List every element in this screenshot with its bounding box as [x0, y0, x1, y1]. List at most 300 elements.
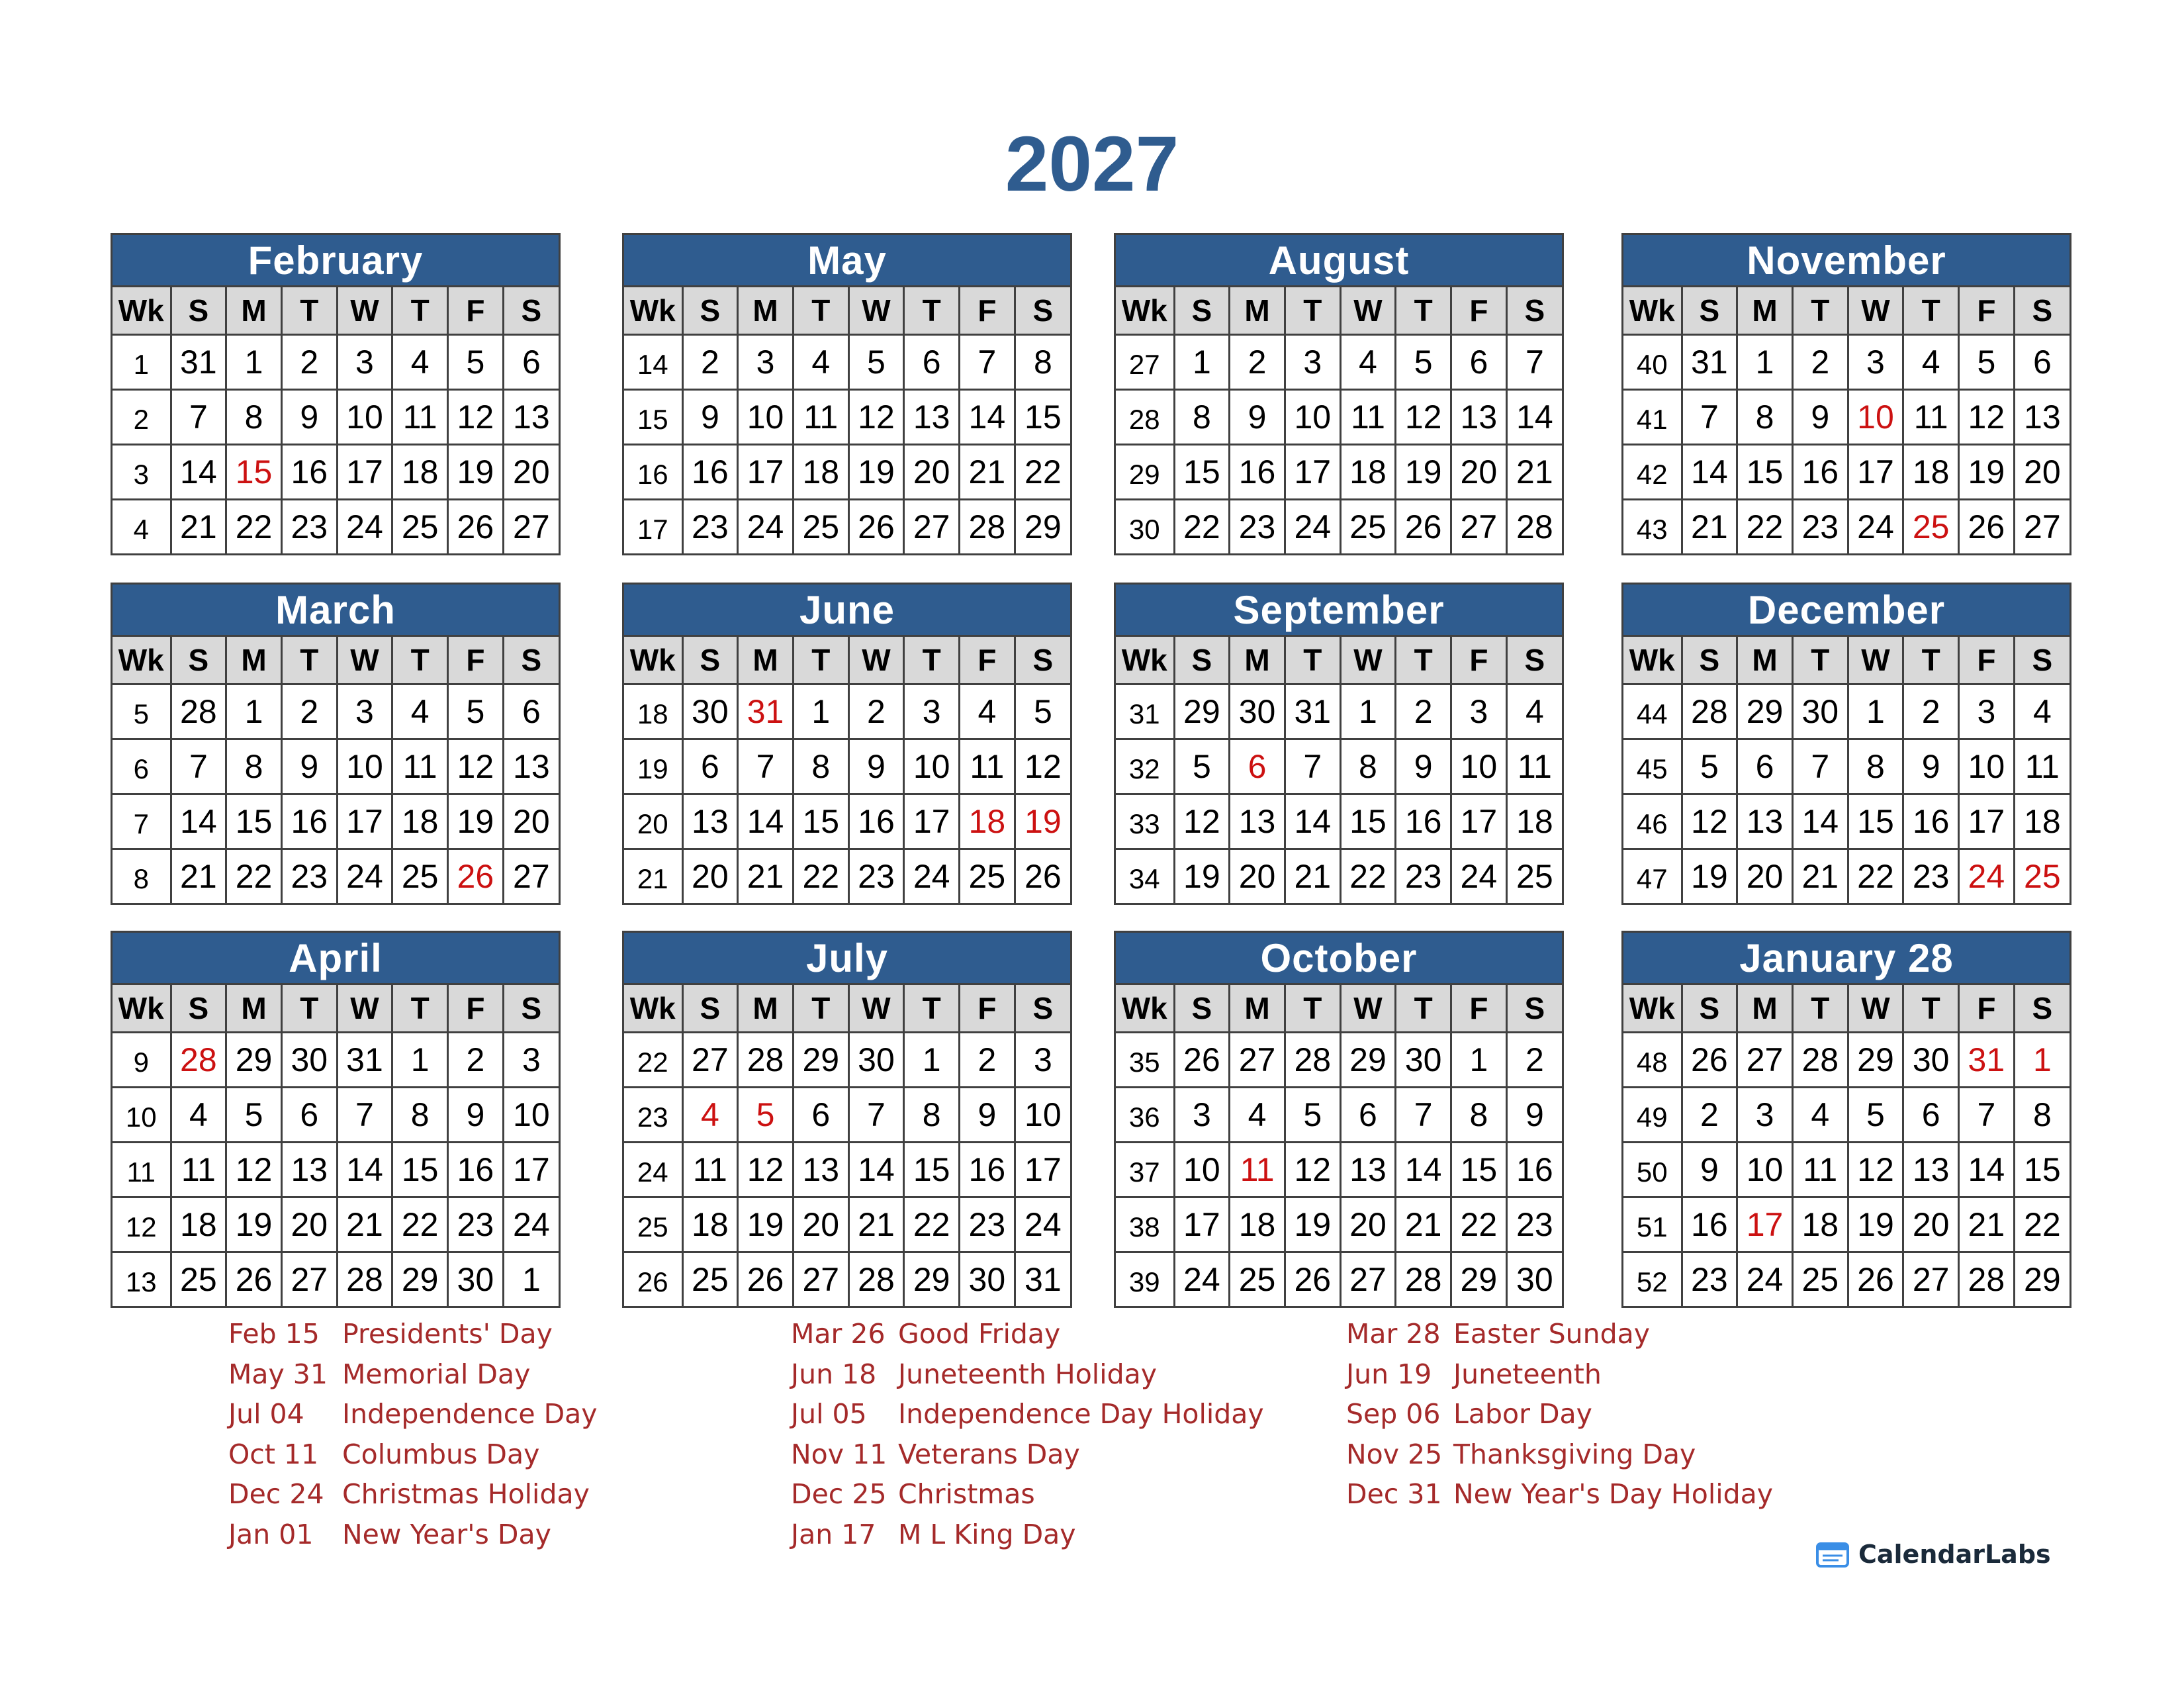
month-calendar	[1114, 233, 1564, 555]
weekday-header-row	[1116, 985, 1562, 1033]
day-cell: 9	[1682, 1143, 1737, 1197]
weekday-header: S	[171, 287, 226, 335]
day-cell: 23	[1396, 849, 1451, 904]
day-cell: 23	[960, 1197, 1015, 1252]
week-row	[113, 1143, 559, 1197]
month-title: April	[113, 933, 559, 985]
day-cell: 19	[1682, 849, 1737, 904]
week-number: 26	[624, 1252, 682, 1307]
week-row	[1623, 390, 2070, 445]
day-cell: 28	[1506, 500, 1562, 554]
day-cell: 19	[738, 1197, 794, 1252]
day-cell: 11	[392, 390, 448, 445]
day-cell: 1	[1340, 684, 1396, 739]
weekday-header: F	[1959, 637, 2015, 684]
day-cell: 22	[904, 1197, 960, 1252]
day-cell: 19	[1848, 1197, 1903, 1252]
day-cell: 14	[1959, 1143, 2015, 1197]
weekday-header: W	[1848, 287, 1903, 335]
week-number-header: Wk	[1623, 985, 1682, 1033]
holiday-date: Dec 31	[1346, 1478, 1442, 1510]
weekday-header: S	[503, 985, 559, 1033]
day-cell: 13	[1737, 794, 1793, 849]
day-cell: 17	[503, 1143, 559, 1197]
month-calendar	[111, 931, 561, 1308]
holiday-entry	[228, 1314, 758, 1354]
weekday-header: S	[2014, 985, 2070, 1033]
holiday-entry	[791, 1394, 1320, 1434]
day-cell: 20	[1340, 1197, 1396, 1252]
week-number: 13	[113, 1252, 171, 1307]
week-number: 8	[113, 849, 171, 904]
week-row	[624, 1143, 1070, 1197]
holiday-date: Dec 25	[791, 1478, 887, 1510]
day-cell: 1	[793, 684, 848, 739]
day-cell: 19	[1174, 849, 1230, 904]
day-cell: 13	[1451, 390, 1507, 445]
holiday-day-cell: 4	[682, 1088, 738, 1143]
weekday-header: F	[448, 637, 504, 684]
day-cell: 12	[738, 1143, 794, 1197]
day-cell: 27	[1230, 1033, 1285, 1088]
day-cell: 16	[1682, 1197, 1737, 1252]
day-cell: 20	[904, 445, 960, 500]
week-number: 37	[1116, 1143, 1174, 1197]
day-cell: 17	[1959, 794, 2015, 849]
day-cell: 20	[793, 1197, 848, 1252]
day-cell: 15	[1737, 445, 1793, 500]
day-cell: 28	[848, 1252, 904, 1307]
day-cell: 27	[682, 1033, 738, 1088]
weekday-header: M	[1737, 637, 1793, 684]
month-grid	[1623, 287, 2070, 553]
week-number-header: Wk	[1116, 985, 1174, 1033]
day-cell: 10	[1737, 1143, 1793, 1197]
holiday-name: Christmas	[898, 1478, 1035, 1510]
day-cell: 12	[1682, 794, 1737, 849]
holiday-day-cell: 15	[226, 445, 282, 500]
week-number-header: Wk	[113, 985, 171, 1033]
holiday-date: Jan 17	[791, 1518, 876, 1550]
day-cell: 6	[1340, 1088, 1396, 1143]
week-row	[1623, 1197, 2070, 1252]
holiday-column	[791, 1314, 1320, 1554]
day-cell: 8	[392, 1088, 448, 1143]
weekday-header-row	[1623, 985, 2070, 1033]
day-cell: 17	[1285, 445, 1340, 500]
day-cell: 23	[1682, 1252, 1737, 1307]
week-number: 44	[1623, 684, 1682, 739]
day-cell: 24	[1015, 1197, 1070, 1252]
weekday-header: F	[1959, 287, 2015, 335]
day-cell: 27	[503, 500, 559, 554]
weekday-header: M	[738, 287, 794, 335]
day-cell: 21	[1396, 1197, 1451, 1252]
day-cell: 9	[1506, 1088, 1562, 1143]
month-title: July	[624, 933, 1070, 985]
day-cell: 2	[960, 1033, 1015, 1088]
day-cell: 30	[281, 1033, 337, 1088]
day-cell: 11	[793, 390, 848, 445]
day-cell: 11	[171, 1143, 226, 1197]
month-calendar	[1114, 583, 1564, 905]
day-cell: 26	[1285, 1252, 1340, 1307]
day-cell: 6	[503, 684, 559, 739]
week-number: 33	[1116, 794, 1174, 849]
day-cell: 18	[793, 445, 848, 500]
weekday-header: F	[960, 287, 1015, 335]
week-row	[1116, 1088, 1562, 1143]
day-cell: 25	[392, 500, 448, 554]
week-row	[113, 739, 559, 794]
day-cell: 8	[1174, 390, 1230, 445]
day-cell: 17	[1848, 445, 1903, 500]
week-number: 43	[1623, 500, 1682, 554]
weekday-header: S	[171, 985, 226, 1033]
day-cell: 13	[503, 390, 559, 445]
week-number: 31	[1116, 684, 1174, 739]
weekday-header: T	[793, 287, 848, 335]
day-cell: 25	[1792, 1252, 1848, 1307]
day-cell: 23	[281, 500, 337, 554]
day-cell: 12	[1174, 794, 1230, 849]
day-cell: 4	[960, 684, 1015, 739]
holiday-name: Independence Day Holiday	[898, 1398, 1264, 1430]
day-cell: 27	[1340, 1252, 1396, 1307]
day-cell: 16	[448, 1143, 504, 1197]
calendar-logo-icon	[1815, 1540, 1853, 1569]
day-cell: 8	[1015, 335, 1070, 390]
day-cell: 17	[337, 794, 392, 849]
day-cell: 4	[1506, 684, 1562, 739]
day-cell: 2	[848, 684, 904, 739]
weekday-header: S	[503, 637, 559, 684]
day-cell: 24	[738, 500, 794, 554]
month-grid	[113, 985, 559, 1306]
holiday-name: Juneteenth	[1453, 1358, 1602, 1390]
day-cell: 21	[337, 1197, 392, 1252]
day-cell: 4	[171, 1088, 226, 1143]
day-cell: 16	[281, 794, 337, 849]
day-cell: 13	[1230, 794, 1285, 849]
day-cell: 29	[793, 1033, 848, 1088]
day-cell: 1	[904, 1033, 960, 1088]
day-cell: 11	[392, 739, 448, 794]
day-cell: 26	[738, 1252, 794, 1307]
week-row	[1116, 849, 1562, 904]
weekday-header: T	[1396, 985, 1451, 1033]
day-cell: 14	[848, 1143, 904, 1197]
holiday-day-cell: 17	[1737, 1197, 1793, 1252]
day-cell: 30	[448, 1252, 504, 1307]
week-number: 38	[1116, 1197, 1174, 1252]
week-row	[113, 1088, 559, 1143]
holiday-day-cell: 19	[1015, 794, 1070, 849]
month-calendar	[1621, 583, 2071, 905]
day-cell: 18	[682, 1197, 738, 1252]
day-cell: 13	[2014, 390, 2070, 445]
weekday-header: M	[226, 985, 282, 1033]
weekday-header: M	[1737, 985, 1793, 1033]
week-number: 49	[1623, 1088, 1682, 1143]
month-grid	[1116, 637, 1562, 903]
day-cell: 16	[848, 794, 904, 849]
weekday-header: M	[1230, 985, 1285, 1033]
day-cell: 10	[1285, 390, 1340, 445]
week-row	[1623, 739, 2070, 794]
week-row	[624, 390, 1070, 445]
day-cell: 23	[448, 1197, 504, 1252]
weekday-header: W	[1340, 287, 1396, 335]
week-number: 15	[624, 390, 682, 445]
day-cell: 21	[1682, 500, 1737, 554]
day-cell: 23	[682, 500, 738, 554]
week-row	[1623, 500, 2070, 554]
day-cell: 25	[392, 849, 448, 904]
day-cell: 14	[1396, 1143, 1451, 1197]
day-cell: 3	[1174, 1088, 1230, 1143]
day-cell: 20	[503, 445, 559, 500]
day-cell: 9	[281, 390, 337, 445]
holiday-entry	[791, 1515, 1320, 1555]
day-cell: 11	[960, 739, 1015, 794]
week-number: 9	[113, 1033, 171, 1088]
week-row	[113, 794, 559, 849]
day-cell: 30	[1396, 1033, 1451, 1088]
day-cell: 18	[2014, 794, 2070, 849]
day-cell: 29	[1174, 684, 1230, 739]
week-row	[624, 335, 1070, 390]
week-number: 45	[1623, 739, 1682, 794]
day-cell: 10	[738, 390, 794, 445]
holiday-entry	[228, 1434, 758, 1475]
month-title: September	[1116, 585, 1562, 637]
day-cell: 7	[1682, 390, 1737, 445]
day-cell: 7	[171, 390, 226, 445]
day-cell: 12	[1396, 390, 1451, 445]
day-cell: 23	[1506, 1197, 1562, 1252]
holiday-entry	[1346, 1474, 1876, 1515]
month-grid	[1116, 287, 1562, 553]
weekday-header: T	[281, 985, 337, 1033]
day-cell: 20	[1737, 849, 1793, 904]
day-cell: 12	[1285, 1143, 1340, 1197]
day-cell: 18	[1903, 445, 1959, 500]
holiday-date: Feb 15	[228, 1318, 320, 1350]
day-cell: 3	[503, 1033, 559, 1088]
day-cell: 5	[1396, 335, 1451, 390]
day-cell: 10	[1015, 1088, 1070, 1143]
day-cell: 21	[848, 1197, 904, 1252]
weekday-header: F	[960, 637, 1015, 684]
day-cell: 22	[793, 849, 848, 904]
holiday-name: Christmas Holiday	[342, 1478, 590, 1510]
weekday-header: T	[904, 637, 960, 684]
day-cell: 29	[1848, 1033, 1903, 1088]
day-cell: 1	[1451, 1033, 1507, 1088]
month-grid	[1116, 985, 1562, 1306]
brand-logo[interactable]	[1815, 1537, 2051, 1571]
holiday-date: Jun 18	[791, 1358, 877, 1390]
week-row	[1623, 1088, 2070, 1143]
day-cell: 21	[960, 445, 1015, 500]
day-cell: 25	[682, 1252, 738, 1307]
week-row	[624, 1033, 1070, 1088]
week-row	[113, 445, 559, 500]
weekday-header: S	[1015, 637, 1070, 684]
day-cell: 11	[2014, 739, 2070, 794]
weekday-header: T	[904, 985, 960, 1033]
week-row	[1116, 739, 1562, 794]
day-cell: 5	[1959, 335, 2015, 390]
holiday-date: Jun 19	[1346, 1358, 1432, 1390]
day-cell: 24	[904, 849, 960, 904]
month-title: February	[113, 235, 559, 287]
holiday-date: Mar 26	[791, 1318, 886, 1350]
day-cell: 5	[1848, 1088, 1903, 1143]
weekday-header: S	[1174, 287, 1230, 335]
week-number: 19	[624, 739, 682, 794]
day-cell: 3	[1737, 1088, 1793, 1143]
day-cell: 12	[1959, 390, 2015, 445]
day-cell: 28	[337, 1252, 392, 1307]
weekday-header: F	[1451, 287, 1507, 335]
day-cell: 22	[1848, 849, 1903, 904]
day-cell: 17	[337, 445, 392, 500]
month-grid	[1623, 637, 2070, 903]
day-cell: 7	[171, 739, 226, 794]
day-cell: 24	[1285, 500, 1340, 554]
day-cell: 29	[2014, 1252, 2070, 1307]
day-cell: 29	[1015, 500, 1070, 554]
day-cell: 20	[503, 794, 559, 849]
day-cell: 20	[1451, 445, 1507, 500]
week-number: 40	[1623, 335, 1682, 390]
weekday-header: T	[1792, 287, 1848, 335]
week-number: 34	[1116, 849, 1174, 904]
day-cell: 26	[1174, 1033, 1230, 1088]
day-cell: 11	[1792, 1143, 1848, 1197]
day-cell: 21	[1959, 1197, 2015, 1252]
day-cell: 19	[448, 445, 504, 500]
day-cell: 8	[226, 739, 282, 794]
weekday-header-row	[1116, 287, 1562, 335]
day-cell: 3	[1285, 335, 1340, 390]
day-cell: 15	[226, 794, 282, 849]
day-cell: 28	[738, 1033, 794, 1088]
day-cell: 30	[1903, 1033, 1959, 1088]
week-number: 14	[624, 335, 682, 390]
day-cell: 10	[904, 739, 960, 794]
holiday-entry	[791, 1474, 1320, 1515]
day-cell: 27	[904, 500, 960, 554]
day-cell: 30	[848, 1033, 904, 1088]
day-cell: 11	[682, 1143, 738, 1197]
weekday-header: M	[226, 637, 282, 684]
day-cell: 13	[281, 1143, 337, 1197]
holiday-entry	[791, 1314, 1320, 1354]
day-cell: 19	[1959, 445, 2015, 500]
day-cell: 16	[1230, 445, 1285, 500]
day-cell: 14	[1506, 390, 1562, 445]
day-cell: 18	[1230, 1197, 1285, 1252]
week-row	[1116, 684, 1562, 739]
week-row	[1623, 1252, 2070, 1307]
weekday-header: W	[1848, 985, 1903, 1033]
holiday-day-cell: 26	[448, 849, 504, 904]
day-cell: 12	[448, 390, 504, 445]
holiday-date: Jul 05	[791, 1398, 867, 1430]
weekday-header: T	[1903, 985, 1959, 1033]
day-cell: 3	[337, 335, 392, 390]
day-cell: 27	[503, 849, 559, 904]
week-row	[113, 1252, 559, 1307]
day-cell: 22	[1451, 1197, 1507, 1252]
day-cell: 2	[1230, 335, 1285, 390]
weekday-header-row	[1623, 637, 2070, 684]
holiday-date: Jan 01	[228, 1518, 314, 1550]
month-title: November	[1623, 235, 2070, 287]
day-cell: 31	[337, 1033, 392, 1088]
day-cell: 8	[1451, 1088, 1507, 1143]
day-cell: 31	[1285, 684, 1340, 739]
day-cell: 19	[1396, 445, 1451, 500]
week-number: 22	[624, 1033, 682, 1088]
day-cell: 23	[1230, 500, 1285, 554]
day-cell: 18	[1340, 445, 1396, 500]
day-cell: 28	[1396, 1252, 1451, 1307]
weekday-header: M	[226, 287, 282, 335]
day-cell: 6	[503, 335, 559, 390]
weekday-header-row	[113, 637, 559, 684]
week-number-header: Wk	[113, 637, 171, 684]
day-cell: 4	[1230, 1088, 1285, 1143]
day-cell: 6	[2014, 335, 2070, 390]
day-cell: 21	[171, 849, 226, 904]
day-cell: 9	[960, 1088, 1015, 1143]
weekday-header: W	[1848, 637, 1903, 684]
day-cell: 13	[503, 739, 559, 794]
month-calendar	[622, 233, 1072, 555]
week-row	[1116, 1197, 1562, 1252]
day-cell: 2	[448, 1033, 504, 1088]
holiday-date: Nov 25	[1346, 1438, 1443, 1470]
weekday-header: F	[448, 287, 504, 335]
week-row	[113, 1033, 559, 1088]
week-row	[1116, 1252, 1562, 1307]
day-cell: 24	[1737, 1252, 1793, 1307]
holiday-name: Memorial Day	[342, 1358, 531, 1390]
weekday-header: F	[960, 985, 1015, 1033]
month-calendar	[622, 931, 1072, 1308]
week-row	[1623, 849, 2070, 904]
day-cell: 24	[337, 849, 392, 904]
day-cell: 19	[448, 794, 504, 849]
day-cell: 4	[1792, 1088, 1848, 1143]
month-calendar	[1114, 931, 1564, 1308]
week-number: 4	[113, 500, 171, 554]
week-number-header: Wk	[624, 985, 682, 1033]
day-cell: 5	[448, 335, 504, 390]
day-cell: 21	[738, 849, 794, 904]
day-cell: 15	[1848, 794, 1903, 849]
day-cell: 24	[337, 500, 392, 554]
day-cell: 5	[848, 335, 904, 390]
holiday-day-cell: 31	[738, 684, 794, 739]
day-cell: 6	[1737, 739, 1793, 794]
holiday-date: May 31	[228, 1358, 328, 1390]
day-cell: 19	[848, 445, 904, 500]
